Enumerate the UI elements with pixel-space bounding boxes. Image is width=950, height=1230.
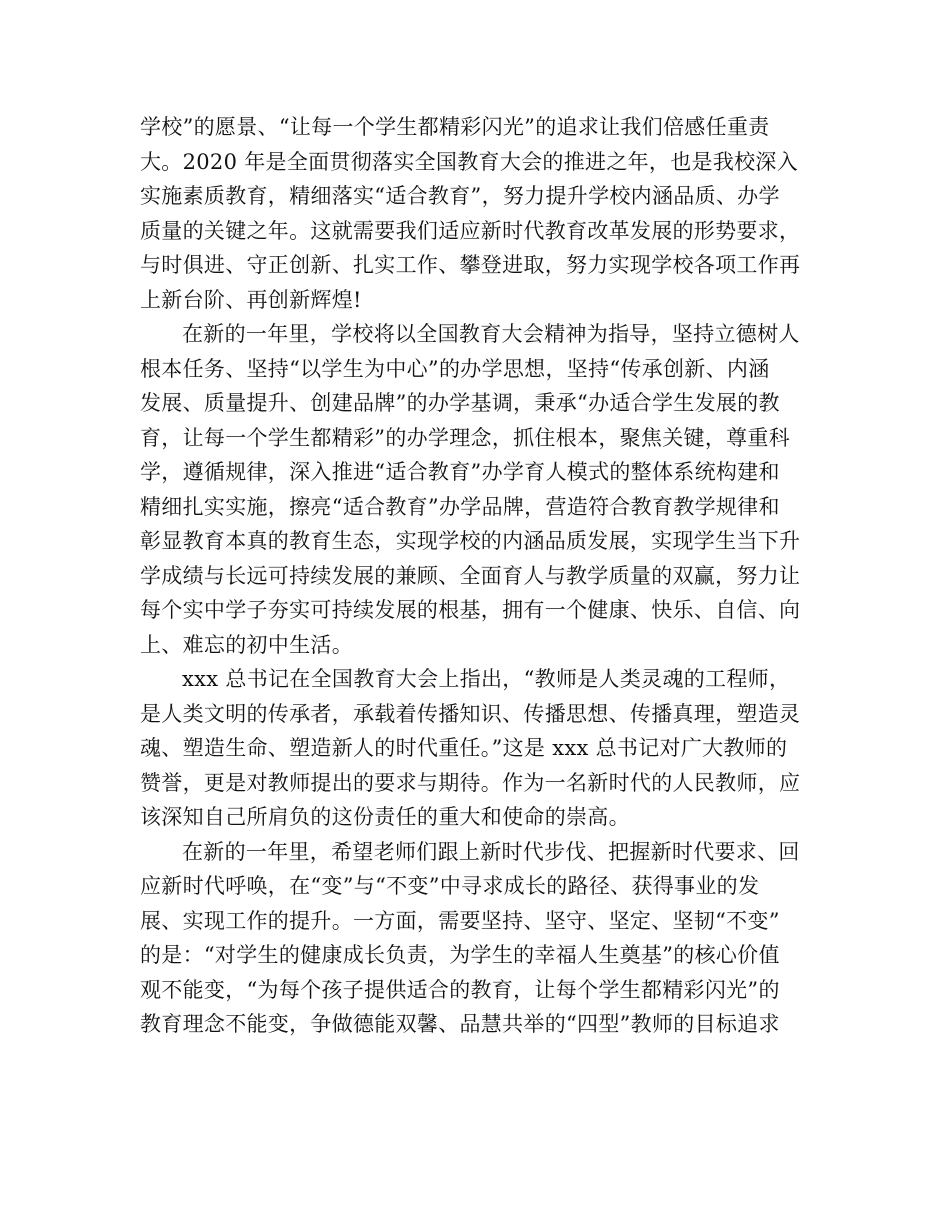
paragraph-2 <box>140 317 820 662</box>
text-line: 每个实中学子夯实可持续发展的根基，拥有一个健康、快乐、自信、向 <box>140 598 801 622</box>
text-line: 大。2020 年是全面贯彻落实全国教育大会的推进之年，也是我校深入 <box>140 149 799 174</box>
text-line: 展、实现工作的提升。一方面，需要坚持、坚守、坚定、坚韧“不变” <box>140 908 780 933</box>
text-line: xxx 总书记在全国教育大会上指出，“教师是人类灵魂的工程师， <box>182 667 791 691</box>
text-line: 根本任务、坚持“以学生为中心”的办学思想，坚持“传承创新、内涵 <box>140 356 770 381</box>
text-line: 该深知自己所肩负的这份责任的重大和使命的崇高。 <box>140 805 630 829</box>
text-line: 彰显教育本真的教育生态，实现学校的内涵品质发展，实现学生当下升 <box>140 529 801 553</box>
text-line: 在新的一年里，希望老师们跟上新时代步伐、把握新时代要求、回 <box>182 839 800 864</box>
text-line: 的是：“对学生的健康成长负责，为学生的幸福人生奠基”的核心价值 <box>140 943 780 967</box>
text-line: 精细扎实实施，擦亮“适合教育”办学品牌，营造符合教育教学规律和 <box>140 494 780 519</box>
text-line: 教育理念不能变，争做德能双馨、品慧共举的“四型”教师的目标追求 <box>140 1012 780 1036</box>
text-line: 上、难忘的初中生活。 <box>140 632 353 657</box>
text-line: 应新时代呼唤，在“变”与“不变”中寻求成长的路径、获得事业的发 <box>140 874 760 898</box>
document-body <box>140 110 820 1042</box>
text-line: 是人类文明的传承者，承载着传播知识、传播思想、传播真理，塑造灵 <box>140 701 801 726</box>
paragraph-4 <box>140 835 820 1042</box>
paragraph-1 <box>140 110 820 317</box>
text-line: 育，让每一个学生都精彩”的办学理念，抓住根本，聚焦关键，尊重科 <box>140 425 791 450</box>
text-line: 上新台阶、再创新辉煌! <box>140 287 362 312</box>
text-line: 魂、塑造生命、塑造新人的时代重任。”这是 xxx 总书记对广大教师的 <box>140 736 788 760</box>
paragraph-3 <box>140 662 820 835</box>
text-line: 赞誉，更是对教师提出的要求与期待。作为一名新时代的人民教师，应 <box>140 770 801 795</box>
text-line: 观不能变，“为每个孩子提供适合的教育，让每个学生都精彩闪光”的 <box>140 977 780 1002</box>
text-line: 发展、质量提升、创建品牌”的办学基调，秉承“办适合学生发展的教 <box>140 391 780 415</box>
text-line: 学校”的愿景、“让每一个学生都精彩闪光”的追求让我们倍感任重责 <box>140 115 770 139</box>
text-line: 学，遵循规律，深入推进“适合教育”办学育人模式的整体系统构建和 <box>140 460 780 484</box>
text-line: 实施素质教育，精细落实“适合教育”，努力提升学校内涵品质、办学 <box>140 184 780 208</box>
text-line: 在新的一年里，学校将以全国教育大会精神为指导，坚持立德树人 <box>182 322 800 346</box>
text-line: 学成绩与长远可持续发展的兼顾、全面育人与教学质量的双赢，努力让 <box>140 563 801 588</box>
text-line: 与时俱进、守正创新、扎实工作、攀登进取，努力实现学校各项工作再 <box>140 253 801 277</box>
text-line: 质量的关键之年。这就需要我们适应新时代教育改革发展的形势要求， <box>140 218 801 243</box>
